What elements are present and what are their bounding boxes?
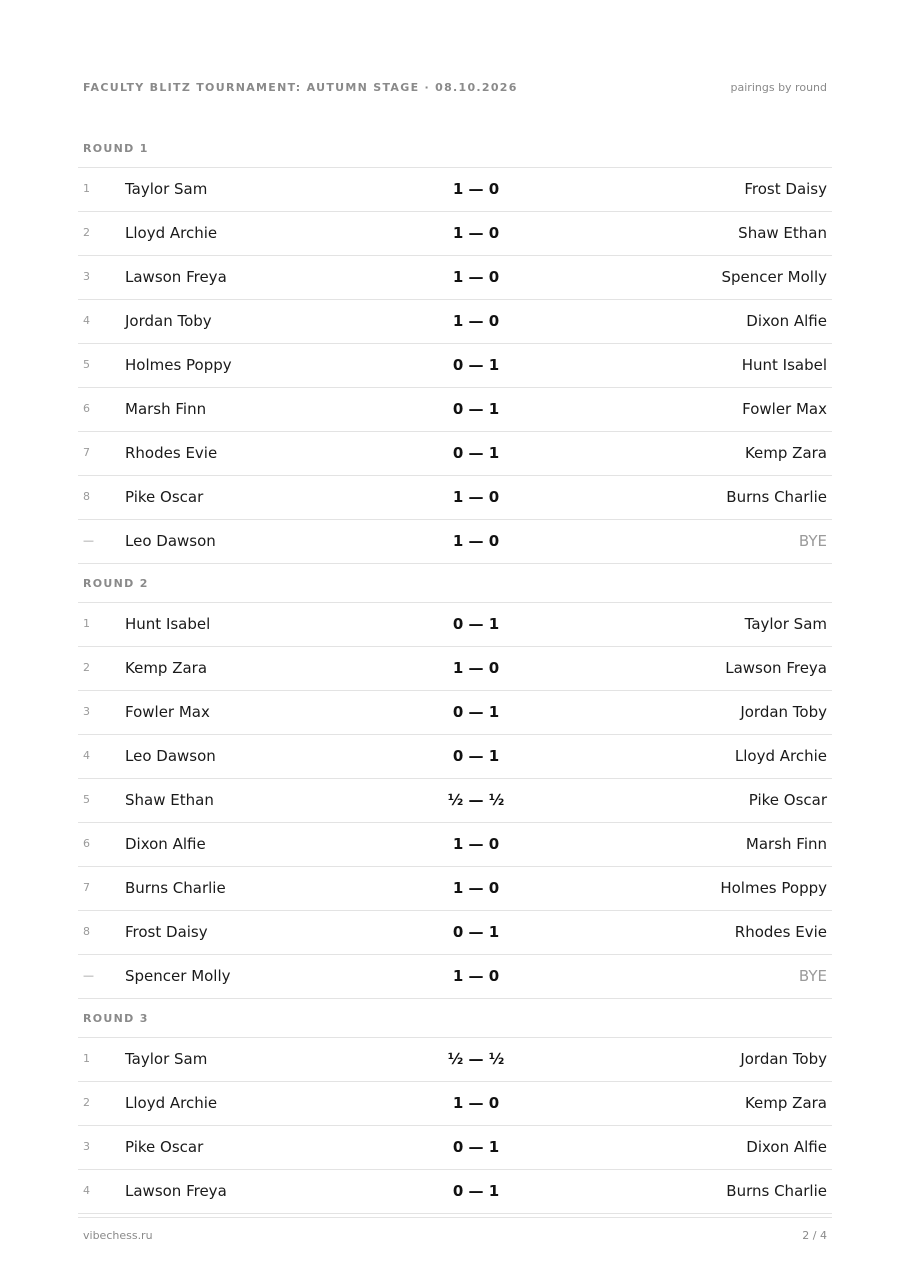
game-result: 1 — 0 bbox=[452, 488, 500, 506]
black-player: Kemp Zara bbox=[744, 444, 827, 462]
pairing-row bbox=[78, 1126, 832, 1170]
white-player: Kemp Zara bbox=[125, 659, 208, 677]
pairing-row bbox=[78, 520, 832, 564]
black-player: Kemp Zara bbox=[744, 1094, 827, 1112]
footer-site-link[interactable]: vibechess.ru bbox=[83, 1229, 153, 1242]
board-number: 4 bbox=[83, 749, 90, 762]
game-result: ½ — ½ bbox=[447, 1050, 505, 1068]
bye-label: BYE bbox=[798, 532, 827, 550]
board-number: 3 bbox=[83, 1140, 90, 1153]
header-subtitle: pairings by round bbox=[730, 81, 827, 94]
board-number: 7 bbox=[83, 881, 90, 894]
pairing-row bbox=[78, 212, 832, 256]
bye-label: BYE bbox=[798, 967, 827, 985]
game-result: 1 — 0 bbox=[452, 967, 500, 985]
game-result: 1 — 0 bbox=[452, 879, 500, 897]
pairing-row bbox=[78, 344, 832, 388]
pairing-row bbox=[78, 300, 832, 344]
black-player: Jordan Toby bbox=[740, 1050, 827, 1068]
page-number: 2 / 4 bbox=[802, 1229, 827, 1242]
board-number: 4 bbox=[83, 314, 90, 327]
white-player: Leo Dawson bbox=[125, 532, 216, 550]
round-heading: ROUND 3 bbox=[78, 999, 832, 1038]
black-player: Lloyd Archie bbox=[734, 747, 827, 765]
game-result: 0 — 1 bbox=[452, 615, 500, 633]
white-player: Pike Oscar bbox=[125, 488, 204, 506]
board-number: 5 bbox=[83, 793, 90, 806]
white-player: Marsh Finn bbox=[125, 400, 207, 418]
board-number: 8 bbox=[83, 925, 90, 938]
board-number: 6 bbox=[83, 402, 90, 415]
pairing-row bbox=[78, 955, 832, 999]
game-result: 1 — 0 bbox=[452, 835, 500, 853]
game-result: ½ — ½ bbox=[447, 791, 505, 809]
black-player: Taylor Sam bbox=[744, 615, 827, 633]
game-result: 0 — 1 bbox=[452, 1182, 500, 1200]
board-number: 3 bbox=[83, 270, 90, 283]
pairing-row bbox=[78, 1082, 832, 1126]
white-player: Lawson Freya bbox=[125, 1182, 227, 1200]
white-player: Pike Oscar bbox=[125, 1138, 204, 1156]
pairing-row bbox=[78, 1038, 832, 1082]
white-player: Fowler Max bbox=[125, 703, 210, 721]
tournament-title: FACULTY BLITZ TOURNAMENT: AUTUMN STAGE · 08.10.2026 bbox=[83, 81, 518, 94]
white-player: Frost Daisy bbox=[125, 923, 208, 941]
white-player: Dixon Alfie bbox=[125, 835, 206, 853]
page-header bbox=[78, 81, 832, 97]
game-result: 0 — 1 bbox=[452, 356, 500, 374]
board-number: — bbox=[83, 534, 94, 547]
black-player: Spencer Molly bbox=[721, 268, 827, 286]
game-result: 0 — 1 bbox=[452, 444, 500, 462]
black-player: Rhodes Evie bbox=[734, 923, 827, 941]
white-player: Holmes Poppy bbox=[125, 356, 232, 374]
black-player: Jordan Toby bbox=[740, 703, 827, 721]
board-number: 8 bbox=[83, 490, 90, 503]
black-player: Dixon Alfie bbox=[746, 312, 827, 330]
footer-divider bbox=[78, 1217, 832, 1218]
board-number: 1 bbox=[83, 617, 90, 630]
board-number: 2 bbox=[83, 226, 90, 239]
game-result: 1 — 0 bbox=[452, 268, 500, 286]
black-player: Dixon Alfie bbox=[746, 1138, 827, 1156]
board-number: — bbox=[83, 969, 94, 982]
black-player: Frost Daisy bbox=[744, 180, 827, 198]
pairing-row bbox=[78, 911, 832, 955]
round-heading: ROUND 2 bbox=[78, 564, 832, 603]
pairing-row bbox=[78, 603, 832, 647]
pairing-row bbox=[78, 867, 832, 911]
pairing-row bbox=[78, 647, 832, 691]
black-player: Marsh Finn bbox=[745, 835, 827, 853]
white-player: Jordan Toby bbox=[125, 312, 212, 330]
black-player: Burns Charlie bbox=[726, 1182, 827, 1200]
rounds-list bbox=[78, 129, 832, 1214]
white-player: Leo Dawson bbox=[125, 747, 216, 765]
pairing-row bbox=[78, 1170, 832, 1214]
white-player: Lloyd Archie bbox=[125, 1094, 218, 1112]
board-number: 5 bbox=[83, 358, 90, 371]
game-result: 1 — 0 bbox=[452, 659, 500, 677]
game-result: 0 — 1 bbox=[452, 1138, 500, 1156]
board-number: 6 bbox=[83, 837, 90, 850]
black-player: Burns Charlie bbox=[726, 488, 827, 506]
game-result: 0 — 1 bbox=[452, 703, 500, 721]
pairing-row bbox=[78, 823, 832, 867]
white-player: Taylor Sam bbox=[125, 180, 208, 198]
white-player: Lloyd Archie bbox=[125, 224, 218, 242]
board-number: 4 bbox=[83, 1184, 90, 1197]
black-player: Hunt Isabel bbox=[741, 356, 827, 374]
board-number: 1 bbox=[83, 182, 90, 195]
black-player: Pike Oscar bbox=[748, 791, 827, 809]
board-number: 3 bbox=[83, 705, 90, 718]
game-result: 0 — 1 bbox=[452, 747, 500, 765]
black-player: Shaw Ethan bbox=[738, 224, 827, 242]
pairing-row bbox=[78, 168, 832, 212]
white-player: Rhodes Evie bbox=[125, 444, 218, 462]
board-number: 2 bbox=[83, 661, 90, 674]
pairing-row bbox=[78, 476, 832, 520]
game-result: 1 — 0 bbox=[452, 224, 500, 242]
black-player: Lawson Freya bbox=[725, 659, 827, 677]
black-player: Holmes Poppy bbox=[720, 879, 827, 897]
pairing-row bbox=[78, 256, 832, 300]
white-player: Shaw Ethan bbox=[125, 791, 214, 809]
board-number: 7 bbox=[83, 446, 90, 459]
game-result: 1 — 0 bbox=[452, 1094, 500, 1112]
game-result: 1 — 0 bbox=[452, 312, 500, 330]
pairing-row bbox=[78, 735, 832, 779]
game-result: 0 — 1 bbox=[452, 923, 500, 941]
white-player: Lawson Freya bbox=[125, 268, 227, 286]
pairing-row bbox=[78, 779, 832, 823]
white-player: Taylor Sam bbox=[125, 1050, 208, 1068]
round-heading: ROUND 1 bbox=[78, 129, 832, 168]
black-player: Fowler Max bbox=[742, 400, 827, 418]
game-result: 1 — 0 bbox=[452, 180, 500, 198]
board-number: 1 bbox=[83, 1052, 90, 1065]
pairing-row bbox=[78, 388, 832, 432]
pairing-row bbox=[78, 432, 832, 476]
pairing-row bbox=[78, 691, 832, 735]
game-result: 0 — 1 bbox=[452, 400, 500, 418]
white-player: Spencer Molly bbox=[125, 967, 231, 985]
board-number: 2 bbox=[83, 1096, 90, 1109]
game-result: 1 — 0 bbox=[452, 532, 500, 550]
white-player: Hunt Isabel bbox=[125, 615, 211, 633]
white-player: Burns Charlie bbox=[125, 879, 226, 897]
